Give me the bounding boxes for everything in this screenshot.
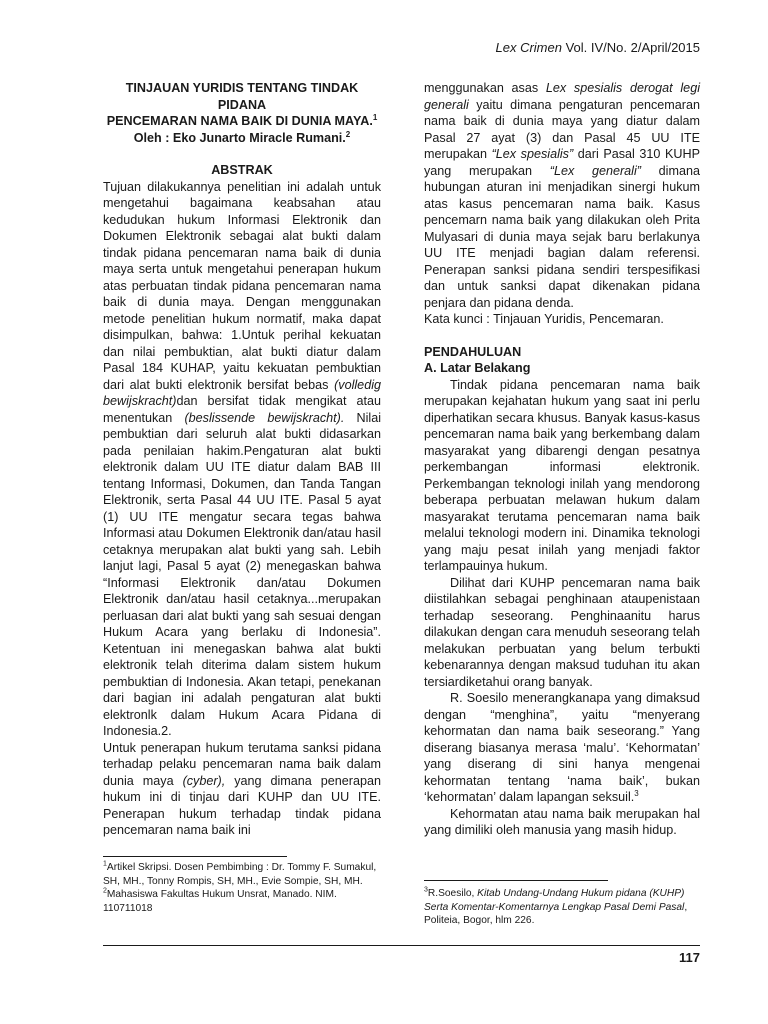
body-paragraph-1: Tindak pidana pencemaran nama baik merupakan kejahatan hukum yang saat ini perlu diperhatikan secara khusus. Banyak kasus-kasus pencemaran nama baik yang berkembang dalam masyarakat yang dibarengi dengan pesatnya perkembangan informasi elektronik. Perkembangan teknologi inilah yang mendorong beberapa perbuatan melawan hukum dalam masyarakat terutama pencemaran nama baik melalui teknologi modern ini. Dinamika teknologi yang maju pesat inilah yang menjadi faktor terlampauinya hukum. <box>424 377 700 573</box>
article-title <box>103 80 381 130</box>
title-line-1: TINJAUAN YURIDIS TENTANG TINDAK PIDANA <box>125 81 359 112</box>
title-line-2: PENCEMARAN NAMA BAIK DI DUNIA MAYA. <box>106 114 373 128</box>
journal-issue: Vol. IV/No. 2/April/2015 <box>561 40 700 55</box>
footnote-3: $^3$R.Soesilo, Kitab Undang-Undang Hukum pidana (KUHP) Serta Komentar-Komentarnya Lengkap Pasal Demi Pasal, Politeia, Bogor, hlm 226. <box>424 886 688 926</box>
footnote-marker-3: 3 <box>634 788 639 798</box>
page-bottom-rule <box>103 945 700 946</box>
section-heading: PENDAHULUAN <box>424 344 522 359</box>
footnotes-left <box>103 861 381 915</box>
running-header <box>496 40 701 56</box>
page-number: 117 <box>679 950 700 965</box>
footnote-separator-left <box>103 856 287 857</box>
body-paragraph-2: Dilihat dari KUHP pencemaran nama baik diistilahkan sebagai penghinaan ataupenistaan terhadap seseorang. Penghinaanitu harus dilakukan dengan cara menuduh seseorang telah melakukan perbuatan yang belum terbukti kebenarannya dengan maksud tuduhan itu akan tersiardiketahui orang banyak. <box>424 575 700 689</box>
body-paragraph-4: Kehormatan atau nama baik merupakan hal yang dimiliki oleh manusia yang masih hidup. <box>424 806 700 837</box>
body-paragraph-3: R. Soesilo menerangkanapa yang dimaksud dengan “menghina”, yaitu “menyerang kehormatan dan nama baik seseorang.” Yang diserang biasanya merasa ‘malu’. ‘Kehormatan’ yang diserang di sini hanya mengenai kehormatan tentang ‘nama baik’, bukan ‘kehormatan’ dalam lapangan seksuil.$^3$ <box>424 691 700 804</box>
keywords: Kata kunci : Tinjauan Yuridis, Pencemaran. <box>424 312 664 326</box>
footnote-2: $^2$Mahasiswa Fakultas Hukum Unsrat, Manado. NIM. 110711018 <box>103 887 337 914</box>
abstract-paragraph-2: Untuk penerapan hukum terutama sanksi pidana terhadap pelaku pencemaran nama baik dalam dunia maya (cyber), yang dimana penerapan hukum ini di tinjau dari KUHP dan UU ITE. Penerapan hukum terhadap tindak pidana pencemaran nama baik ini <box>103 740 382 837</box>
footnote-separator-right <box>424 880 608 881</box>
author-line <box>103 130 381 147</box>
abstract-heading: ABSTRAK <box>211 163 273 177</box>
footnote-1: $^1$Artikel Skripsi. Dosen Pembimbing : Dr. Tommy F. Sumakul, SH, MH., Tonny Rompis, SH, MH., Evie Sompie, SH, MH. <box>103 860 377 887</box>
title-footnote-marker: 1 <box>372 112 378 122</box>
right-column <box>424 80 700 839</box>
journal-name: Lex Crimen <box>495 40 562 55</box>
subsection-heading: A. Latar Belakang <box>424 361 531 375</box>
abstract-continuation: menggunakan asas Lex spesialis derogat legi generali yaitu dimana pengaturan pencemaran nama baik di dunia maya yang diatur dalam Pasal 27 ayat (3) dan Pasal 45 UU ITE merupakan “Lex spesialis” dari Pasal 310 KUHP yang merupakan “Lex generali” dimana hubungan aturan ini menjadikan sinergi hukum atas kasus pencemaran nama baik. Kasus pencemarn nama baik yang dilakukan oleh Prita Mulyasari di dunia maya sejak baru berlakunya UU ITE menjadi bagian dalam referensi. Penerapan sanksi pidana sendiri terspesifikasi dan untuk sanksi dapat dikenakan pidana penjara dan pidana denda. <box>424 81 700 310</box>
footnotes-right <box>424 887 700 928</box>
left-column <box>103 80 381 839</box>
abstract-paragraph-1: Tujuan dilakukannya penelitian ini adalah untuk mengetahui bagaimana keabsahan atau kedudukan hukum Informasi Elektronik dan Dokumen Elektronik sebagai alat bukti dalam tindak pidana pencemaran nama baik di dunia maya serta untuk mengetahui penerapan hukum atas perbuatan tindak pidana pencemaran nama baik di dunia maya. Dengan menggunakan metode penelitian hukum normatif, maka dapat disimpulkan, bahwa: 1.Untuk perihal kekuatan dan nilai pembuktian, alat bukti diatur dalam Pasal 184 KUHAP, yaitu kekuatan pembuktian dari alat bukti elektronik bersifat bebas (volledig bewijskracht)dan bersifat tidak mengikat atau menentukan (beslissende bewijskracht). Nilai pembuktian dari seluruh alat bukti didasarkan pada penilaian hakim.Pengaturan alat bukti elektronik dalam UU ITE diatur dalam BAB III tentang Informasi, Dokumen, dan Tanda Tangan Elektronik, serta Pasal 44 UU ITE. Pasal 5 ayat (1) UU ITE mengatur secara tegas bahwa Informasi atau Dokumen Elektronik dan/atau hasil cetaknya merupakan alat bukti yang sah. Lebih lanjut lagi, Pasal 5 ayat (2) menegaskan bahwa “Informasi Elektronik dan/atau Dokumen Elektronik dan/atau hasil cetaknya...merupakan perluasan dari alat bukti yang sah sesuai dengan Hukum Acara yang berlaku di Indonesia”. Ketentuan ini menegaskan bahwa alat bukti elektronik telah diterima dalam sistem hukum pembuktian di Indonesia. Akan tetapi, penekanan dari bagian ini adalah pengaturan alat bukti elektronlk dalam Hukum Acara Pidana di Indonesia.2. <box>103 179 381 738</box>
author-name: Oleh : Eko Junarto Miracle Rumani. <box>133 130 346 145</box>
author-footnote-marker: 2 <box>345 129 351 139</box>
